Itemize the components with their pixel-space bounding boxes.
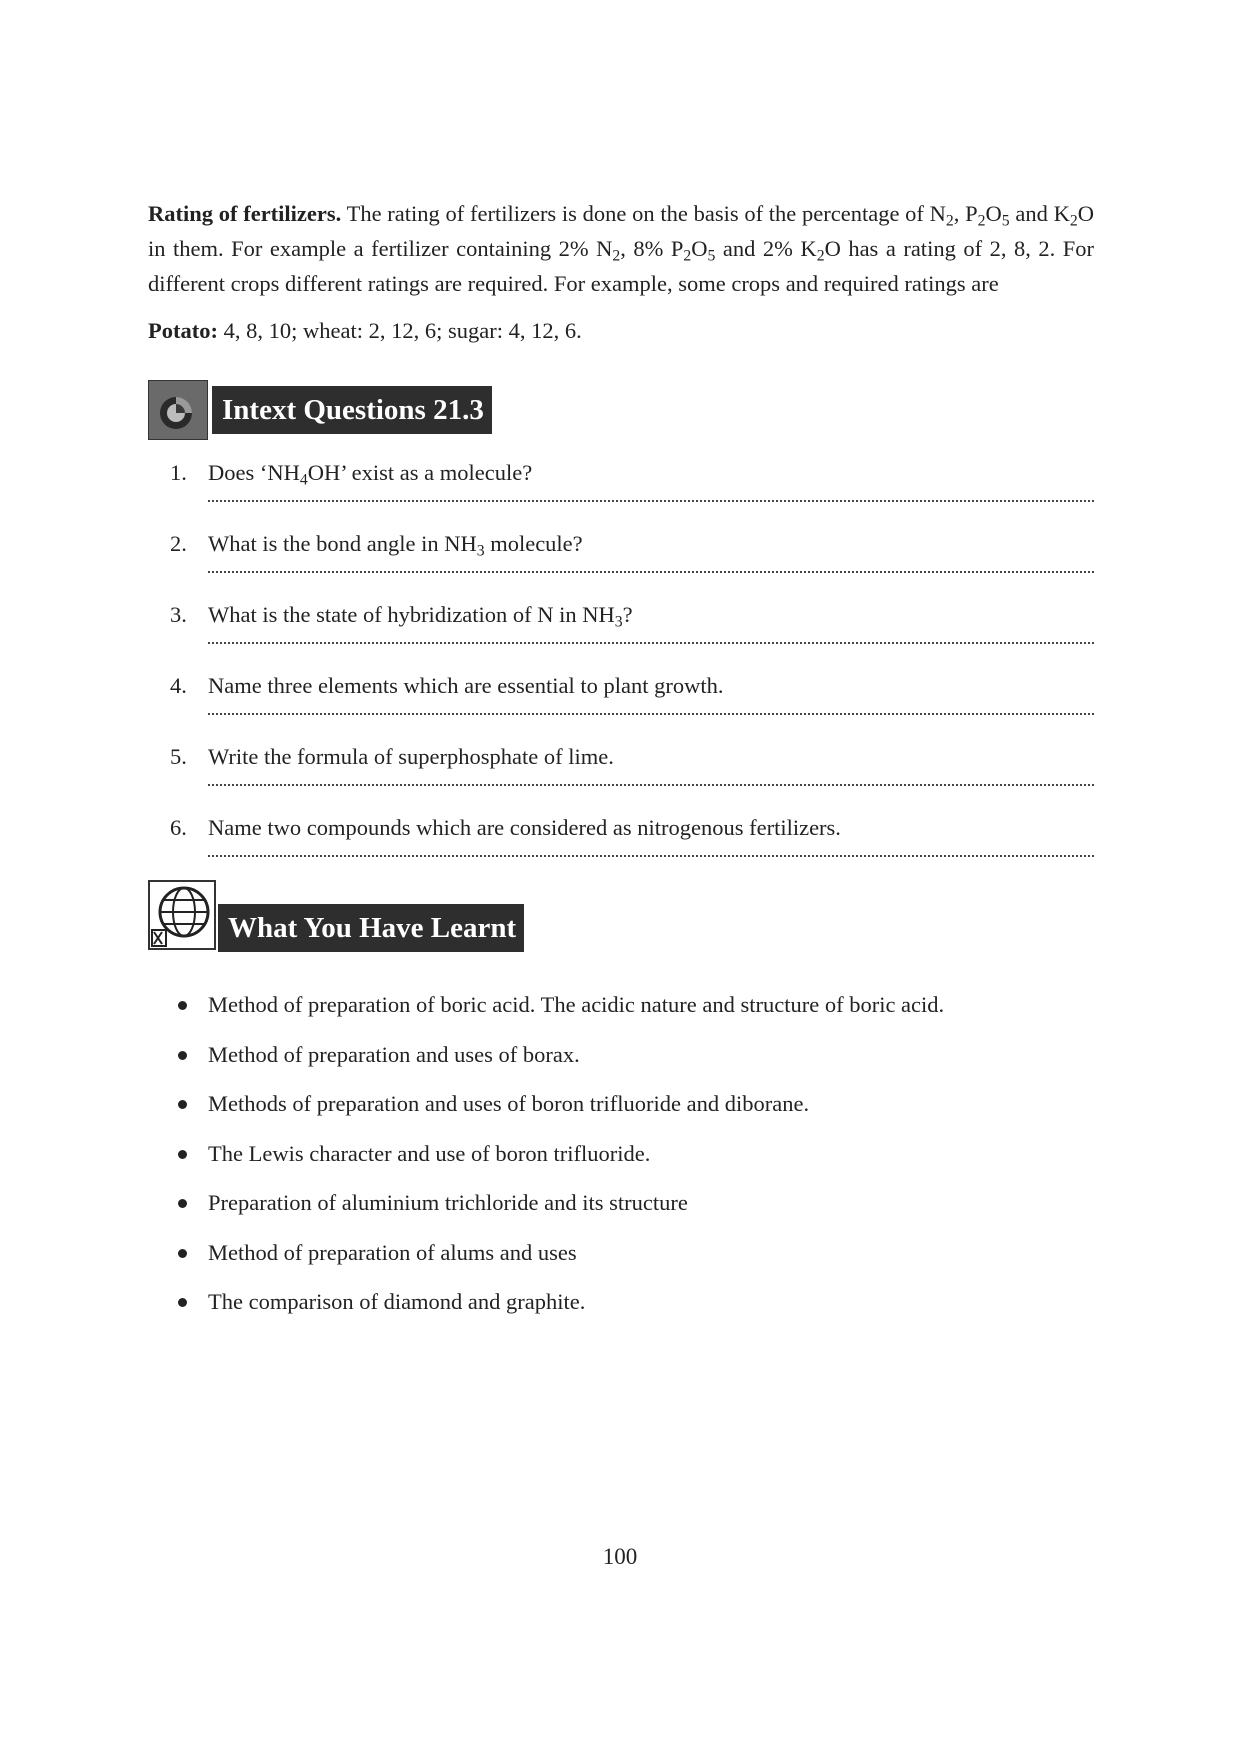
answer-line[interactable] bbox=[208, 713, 1094, 715]
globe-icon bbox=[148, 880, 216, 950]
bullet-icon bbox=[178, 1199, 187, 1208]
question-item: 6. Name two compounds which are considered as nitrogenous fertilizers. bbox=[170, 815, 841, 840]
question-item: 2. What is the bond angle in $NH_3$ molecule? bbox=[170, 531, 583, 560]
question-item: 3. What is the state of hybridization of N in $NH_3$? bbox=[170, 602, 633, 631]
rating-paragraph: Rating of fertilizers. The rating of fertilizers is done on the basis of the percentage of $N_2$, $P_2O_5$ and $K_2O$ in them. For example a fertilizer containing 2% $N_2$, 8% $P_2O_5$ and 2% $K_2O$ has a rating of 2, 8, 2. For different crops different ratings are required. For example, some crops and required ratings are bbox=[148, 201, 1095, 296]
answer-line[interactable] bbox=[208, 642, 1094, 644]
intext-questions-header bbox=[148, 380, 1094, 442]
bullet-icon bbox=[178, 1298, 187, 1307]
pie-chart-icon bbox=[148, 380, 208, 440]
intext-questions-title: Intext Questions 21.3 bbox=[212, 386, 492, 434]
crop-ratings: Potato: 4, 8, 10; wheat: 2, 12, 6; sugar: 4, 12, 6. bbox=[148, 318, 582, 343]
question-list bbox=[148, 456, 1094, 857]
answer-line[interactable] bbox=[208, 855, 1094, 857]
bullet-icon bbox=[178, 1100, 187, 1109]
answer-line[interactable] bbox=[208, 571, 1094, 573]
page-content bbox=[148, 196, 1094, 1335]
question-item: 4. Name three elements which are essential to plant growth. bbox=[170, 673, 724, 698]
list-item: Method of preparation and uses of borax. bbox=[148, 1038, 1094, 1072]
rating-heading: Rating of fertilizers. bbox=[148, 201, 342, 226]
question-item: 5. Write the formula of superphosphate of lime. bbox=[170, 744, 614, 769]
list-item: Method of preparation of alums and uses bbox=[148, 1236, 1094, 1270]
question-item: 1. Does ‘$NH_4OH$’ exist as a molecule? bbox=[170, 460, 533, 489]
bullet-icon bbox=[178, 1150, 187, 1159]
learnt-list bbox=[148, 988, 1094, 1319]
page-number: 100 bbox=[602, 1544, 638, 1569]
list-item: Methods of preparation and uses of boron trifluoride and diborane. bbox=[148, 1087, 1094, 1121]
bullet-icon bbox=[178, 1249, 187, 1258]
list-item: The Lewis character and use of boron trifluoride. bbox=[148, 1137, 1094, 1171]
answer-line[interactable] bbox=[208, 500, 1094, 502]
bullet-icon bbox=[178, 1001, 187, 1010]
what-you-have-learnt-header bbox=[148, 882, 1094, 944]
list-item: Preparation of aluminium trichloride and its structure bbox=[148, 1186, 1094, 1220]
bullet-icon bbox=[178, 1051, 187, 1060]
list-item: The comparison of diamond and graphite. bbox=[148, 1285, 1094, 1319]
answer-line[interactable] bbox=[208, 784, 1094, 786]
what-you-have-learnt-title: What You Have Learnt bbox=[218, 904, 524, 952]
list-item: Method of preparation of boric acid. The acidic nature and structure of boric acid. bbox=[148, 988, 1094, 1022]
